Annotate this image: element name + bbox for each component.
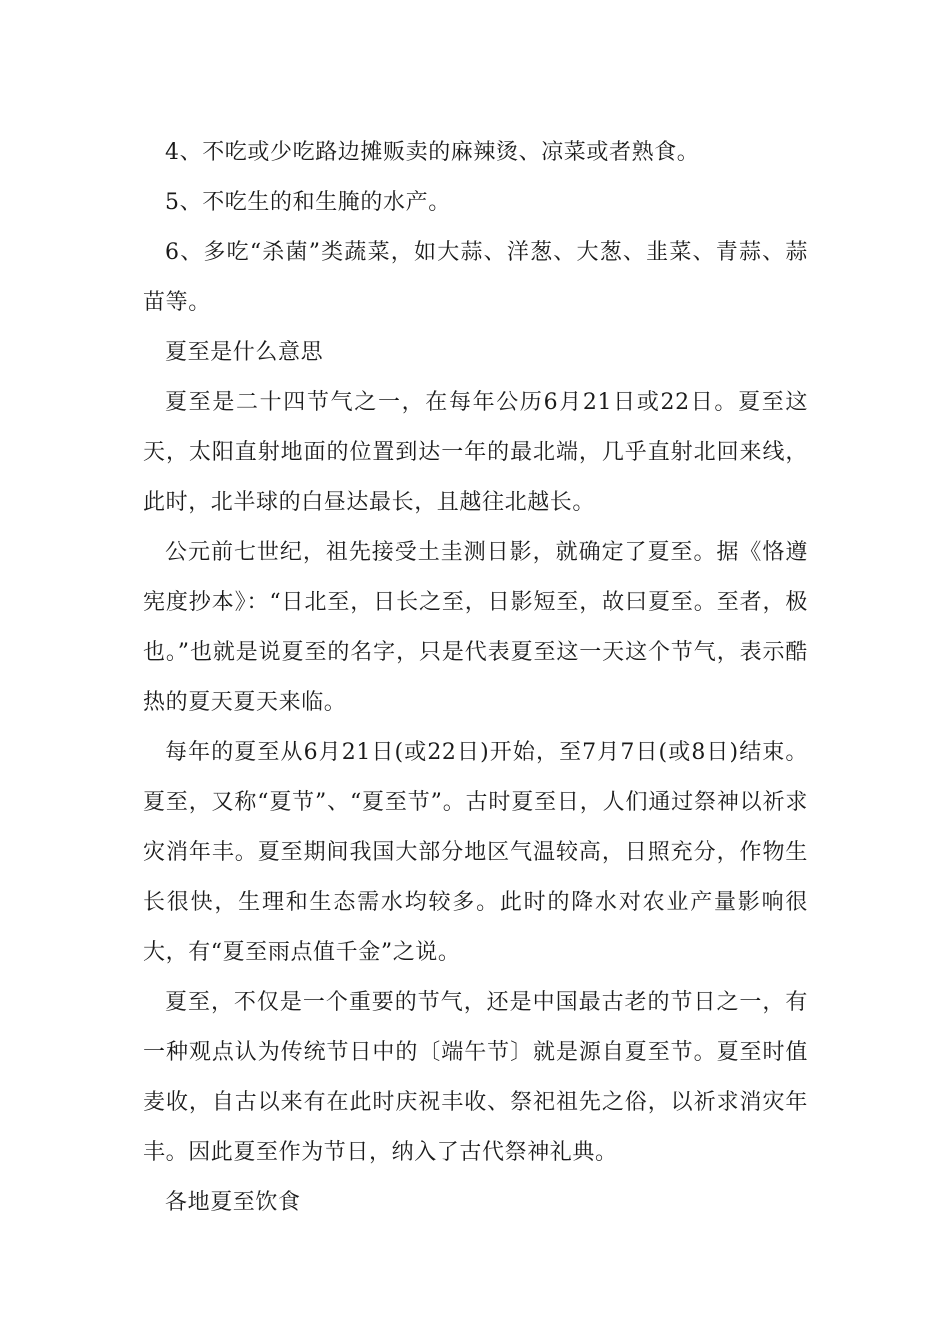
body-paragraph: 夏至，不仅是一个重要的节气，还是中国最古老的节日之一，有一种观点认为传统节日中的〔端午节〕就是源自夏至节。夏至时值麦收，自古以来有在此时庆祝丰收、祭祀祖先之俗，以祈求消灾年丰。因此夏至作为节日，纳入了古代祭神礼典。: [143, 990, 808, 1165]
section-heading-xiazhi-meaning: 夏至是什么意思: [165, 340, 324, 365]
list-item-6: 6、多吃“杀菌”类蔬菜，如大蒜、洋葱、大葱、韭菜、青蒜、蒜苗等。: [143, 240, 808, 315]
body-paragraph: 公元前七世纪，祖先接受土圭测日影，就确定了夏至。据《恪遵宪度抄本》：“日北至，日长之至，日影短至，故曰夏至。至者，极也。”也就是说夏至的名字，只是代表夏至这一天这个节气，表示酷热的夏天夏天来临。: [143, 540, 808, 715]
list-item-4: 4、不吃或少吃路边摊贩卖的麻辣烫、凉菜或者熟食。: [165, 140, 700, 165]
body-paragraph: 夏至是二十四节气之一，在每年公历6月21日或22日。夏至这天，太阳直射地面的位置到达一年的最北端，几乎直射北回来线，此时，北半球的白昼达最长，且越往北越长。: [143, 390, 808, 515]
document-body: [143, 128, 808, 1228]
body-paragraph: 每年的夏至从6月21日(或22日)开始，至7月7日(或8日)结束。夏至，又称“夏节”、“夏至节”。古时夏至日，人们通过祭神以祈求灾消年丰。夏至期间我国大部分地区气温较高，日照充分，作物生长很快，生理和生态需水均较多。此时的降水对农业产量影响很大，有“夏至雨点值千金”之说。: [143, 740, 808, 965]
list-item-5: 5、不吃生的和生腌的水产。: [165, 190, 451, 215]
section-heading-regional-food: 各地夏至饮食: [165, 1190, 301, 1215]
